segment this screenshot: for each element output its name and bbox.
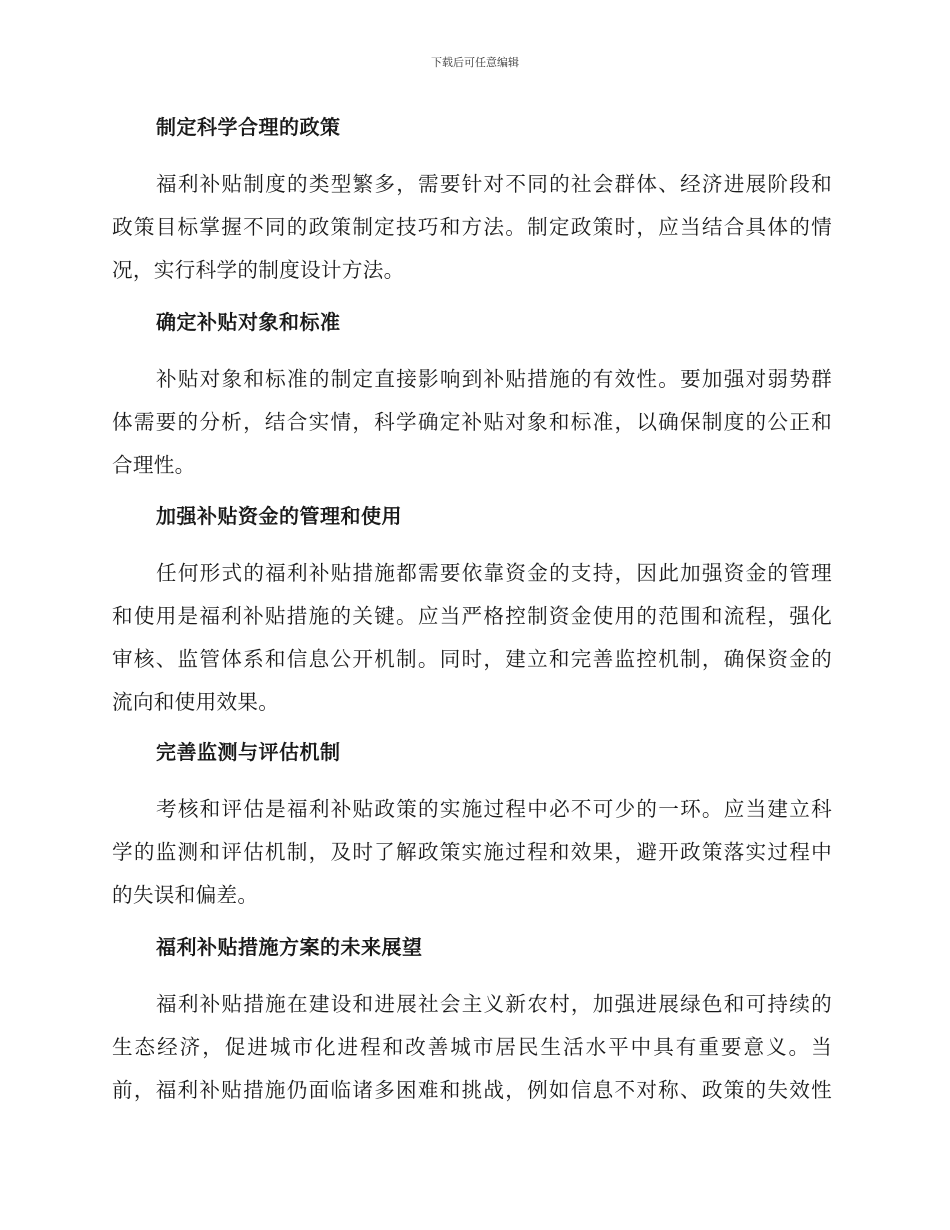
- paragraph-line: 的失误和偏差。: [112, 883, 259, 907]
- paragraph-line: 前，福利补贴措施仍面临诸多困难和挑战，例如信息不对称、政策的失效性: [112, 1078, 832, 1102]
- page-header: 下载后可任意编辑: [431, 56, 519, 69]
- paragraph-line: 政策目标掌握不同的政策制定技巧和方法。制定政策时，应当结合具体的情: [112, 215, 832, 239]
- section-heading: 完善监测与评估机制: [156, 740, 341, 764]
- paragraph-line: 流向和使用效果。: [112, 690, 280, 714]
- section-outlook: [112, 934, 832, 1112]
- paragraph-line: 审核、监管体系和信息公开机制。同时，建立和完善监控机制，确保资金的: [112, 647, 832, 671]
- paragraph-line: 福利补贴措施在建设和进展社会主义新农村，加强进展绿色和可持续的: [156, 992, 832, 1016]
- section-targets: [112, 309, 832, 487]
- paragraph-line: 况，实行科学的制度设计方法。: [112, 258, 405, 282]
- section-policy: [112, 114, 832, 292]
- section-paragraph: [112, 358, 832, 487]
- paragraph-line: 体需要的分析，结合实情，科学确定补贴对象和标准，以确保制度的公正和: [112, 410, 832, 434]
- paragraph-line: 合理性。: [112, 453, 196, 477]
- section-heading: 制定科学合理的政策: [156, 115, 341, 139]
- paragraph-line: 任何形式的福利补贴措施都需要依靠资金的支持，因此加强资金的管理: [156, 561, 832, 585]
- paragraph-line: 和使用是福利补贴措施的关键。应当严格控制资金使用的范围和流程，强化: [112, 604, 832, 628]
- paragraph-line: 福利补贴制度的类型繁多，需要针对不同的社会群体、经济进展阶段和: [156, 172, 832, 196]
- paragraph-line: 考核和评估是福利补贴政策的实施过程中必不可少的一环。应当建立科: [156, 797, 832, 821]
- section-paragraph: [112, 163, 832, 292]
- section-funds: [112, 503, 832, 724]
- paragraph-line: 补贴对象和标准的制定直接影响到补贴措施的有效性。要加强对弱势群: [156, 367, 832, 391]
- section-heading: 加强补贴资金的管理和使用: [156, 504, 402, 528]
- paragraph-line: 学的监测和评估机制，及时了解政策实施过程和效果，避开政策落实过程中: [112, 840, 832, 864]
- section-evaluation: [112, 739, 832, 917]
- paragraph-line: 生态经济，促进城市化进程和改善城市居民生活水平中具有重要意义。当: [112, 1035, 832, 1059]
- section-heading: 确定补贴对象和标准: [156, 310, 341, 334]
- section-paragraph: [112, 552, 832, 724]
- section-heading: 福利补贴措施方案的未来展望: [156, 935, 423, 959]
- section-paragraph: [112, 983, 832, 1112]
- section-paragraph: [112, 788, 832, 917]
